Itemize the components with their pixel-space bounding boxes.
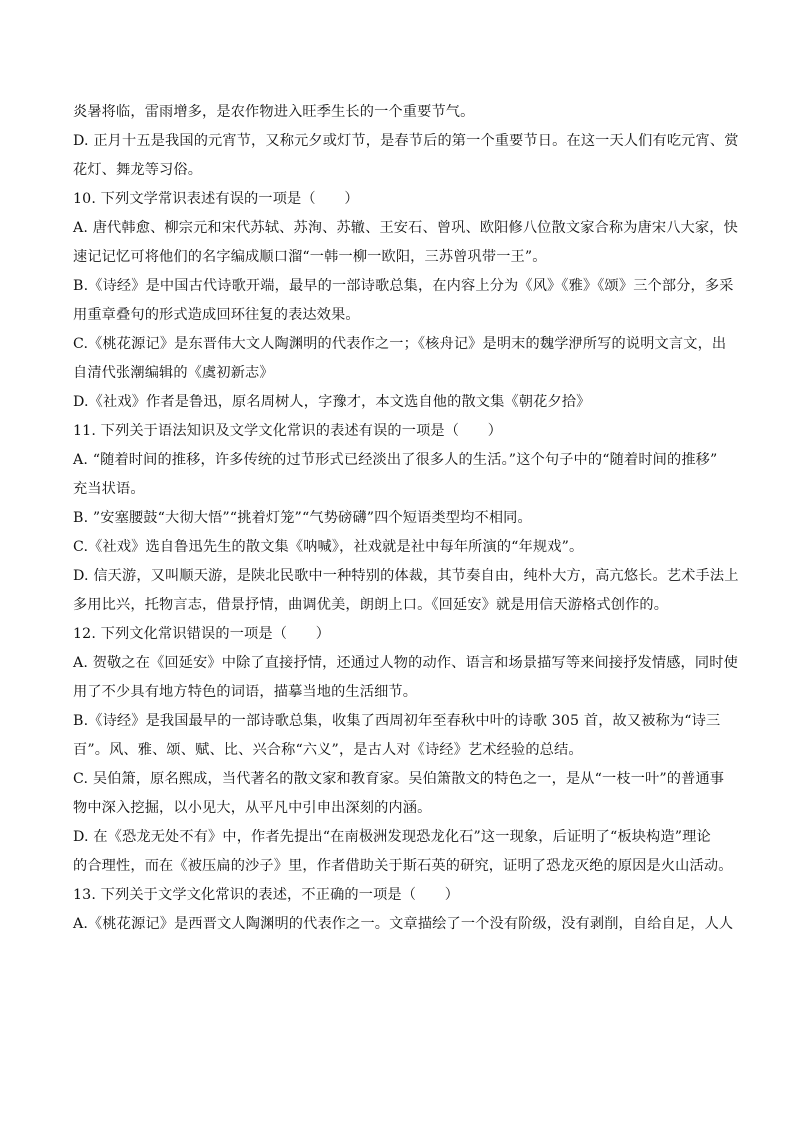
- text-line: 用了不少具有地方特色的词语，描摹当地的生活细节。: [73, 684, 418, 700]
- question-13-stem: 13. 下列关于文学文化常识的表述，不正确的一项是（ ）: [73, 887, 460, 903]
- question-12-stem: 12. 下列文化常识错误的一项是（ ）: [73, 626, 331, 642]
- q12-option-a-line: A. 贺敬之在《回延安》中除了直接抒情，还通过人物的动作、语言和场景描写等来间接抒发情感，同时使: [73, 655, 738, 671]
- q10-option-d-line: D.《社戏》作者是鲁迅，原名周树人，字豫才，本文选自他的散文集《朝花夕拾》: [73, 394, 591, 410]
- q10-option-b-line: B.《诗经》是中国古代诗歌开端，最早的一部诗歌总集，在内容上分为《风》《雅》《颂》三个部分，多采: [73, 278, 734, 294]
- text-line: 物中深入挖掘，以小见大，从平凡中引申出深刻的内涵。: [73, 800, 432, 816]
- q10-option-a-line: A. 唐代韩愈、柳宗元和宋代苏轼、苏洵、苏辙、王安石、曾巩、欧阳修八位散文家合称为唐宋八大家，快: [73, 220, 738, 236]
- q12-option-c-line: C. 吴伯箫，原名熙成，当代著名的散文家和教育家。吴伯箫散文的特色之一，是从“一枝一叶”的普通事: [73, 771, 725, 787]
- question-10-stem: 10. 下列文学常识表述有误的一项是（ ）: [73, 191, 359, 207]
- document-page: [73, 98, 739, 939]
- q13-option-a-line: A.《桃花源记》是西晋文人陶渊明的代表作之一。文章描绘了一个没有阶级，没有剥削，自给自足，人人: [73, 916, 734, 932]
- question-11-stem: 11. 下列关于语法知识及文学文化常识的表述有误的一项是（ ）: [73, 423, 503, 439]
- text-line: 百”。风、雅、颂、赋、比、兴合称“六义”，是古人对《诗经》艺术经验的总结。: [73, 742, 583, 758]
- q11-option-d-line: D. 信天游，又叫顺天游，是陕北民歌中一种特别的体裁，其节奏自由，纯朴大方，高亢悠长。艺术手法上: [73, 568, 739, 584]
- text-line: 的合理性，而在《被压扁的沙子》里，作者借助关于斯石英的研究，证明了恐龙灭绝的原因是火山活动。: [73, 858, 733, 874]
- text-line: 炎暑将临，雷雨增多，是农作物进入旺季生长的一个重要节气。: [73, 104, 475, 120]
- text-line: 花灯、舞龙等习俗。: [73, 162, 203, 178]
- text-line: 充当状语。: [73, 481, 145, 497]
- q11-option-c-line: C.《社戏》选自鲁迅先生的散文集《呐喊》，社戏就是社中每年所演的“年规戏”。: [73, 539, 584, 555]
- text-line: 速记记忆可将他们的名字编成顺口溜“一韩一柳一欧阳，三苏曾巩带一王”。: [73, 249, 547, 265]
- text-line: 自清代张潮编辑的《虞初新志》: [73, 365, 274, 381]
- q10-option-c-line: C.《桃花源记》是东晋伟大文人陶渊明的代表作之一；《核舟记》是明末的魏学洢所写的说明文言文，出: [73, 336, 727, 352]
- text-line: 用重章叠句的形式造成回环往复的表达效果。: [73, 307, 360, 323]
- text-line: 多用比兴，托物言志，借景抒情，曲调优美，朗朗上口。《回延安》就是用信天游格式创作的。: [73, 597, 669, 613]
- q12-option-b-line: B.《诗经》是我国最早的一部诗歌总集，收集了西周初年至春秋中叶的诗歌 305 首，故又被称为“诗三: [73, 713, 721, 729]
- q11-option-b-line: B. ”安塞腰鼓“大彻大悟”“挑着灯笼”“气势磅礴”四个短语类型均不相同。: [73, 510, 532, 526]
- option-d-line: D. 正月十五是我国的元宵节，又称元夕或灯节，是春节后的第一个重要节日。在这一天人们有吃元宵、赏: [73, 133, 739, 149]
- q11-option-a-line: A. “随着时间的推移，许多传统的过节形式已经淡出了很多人的生活。”这个句子中的“随着时间的推移”: [73, 452, 718, 468]
- q12-option-d-line: D. 在《恐龙无处不有》中，作者先提出“在南极洲发现恐龙化石”这一现象，后证明了“板块构造”理论: [73, 829, 711, 845]
